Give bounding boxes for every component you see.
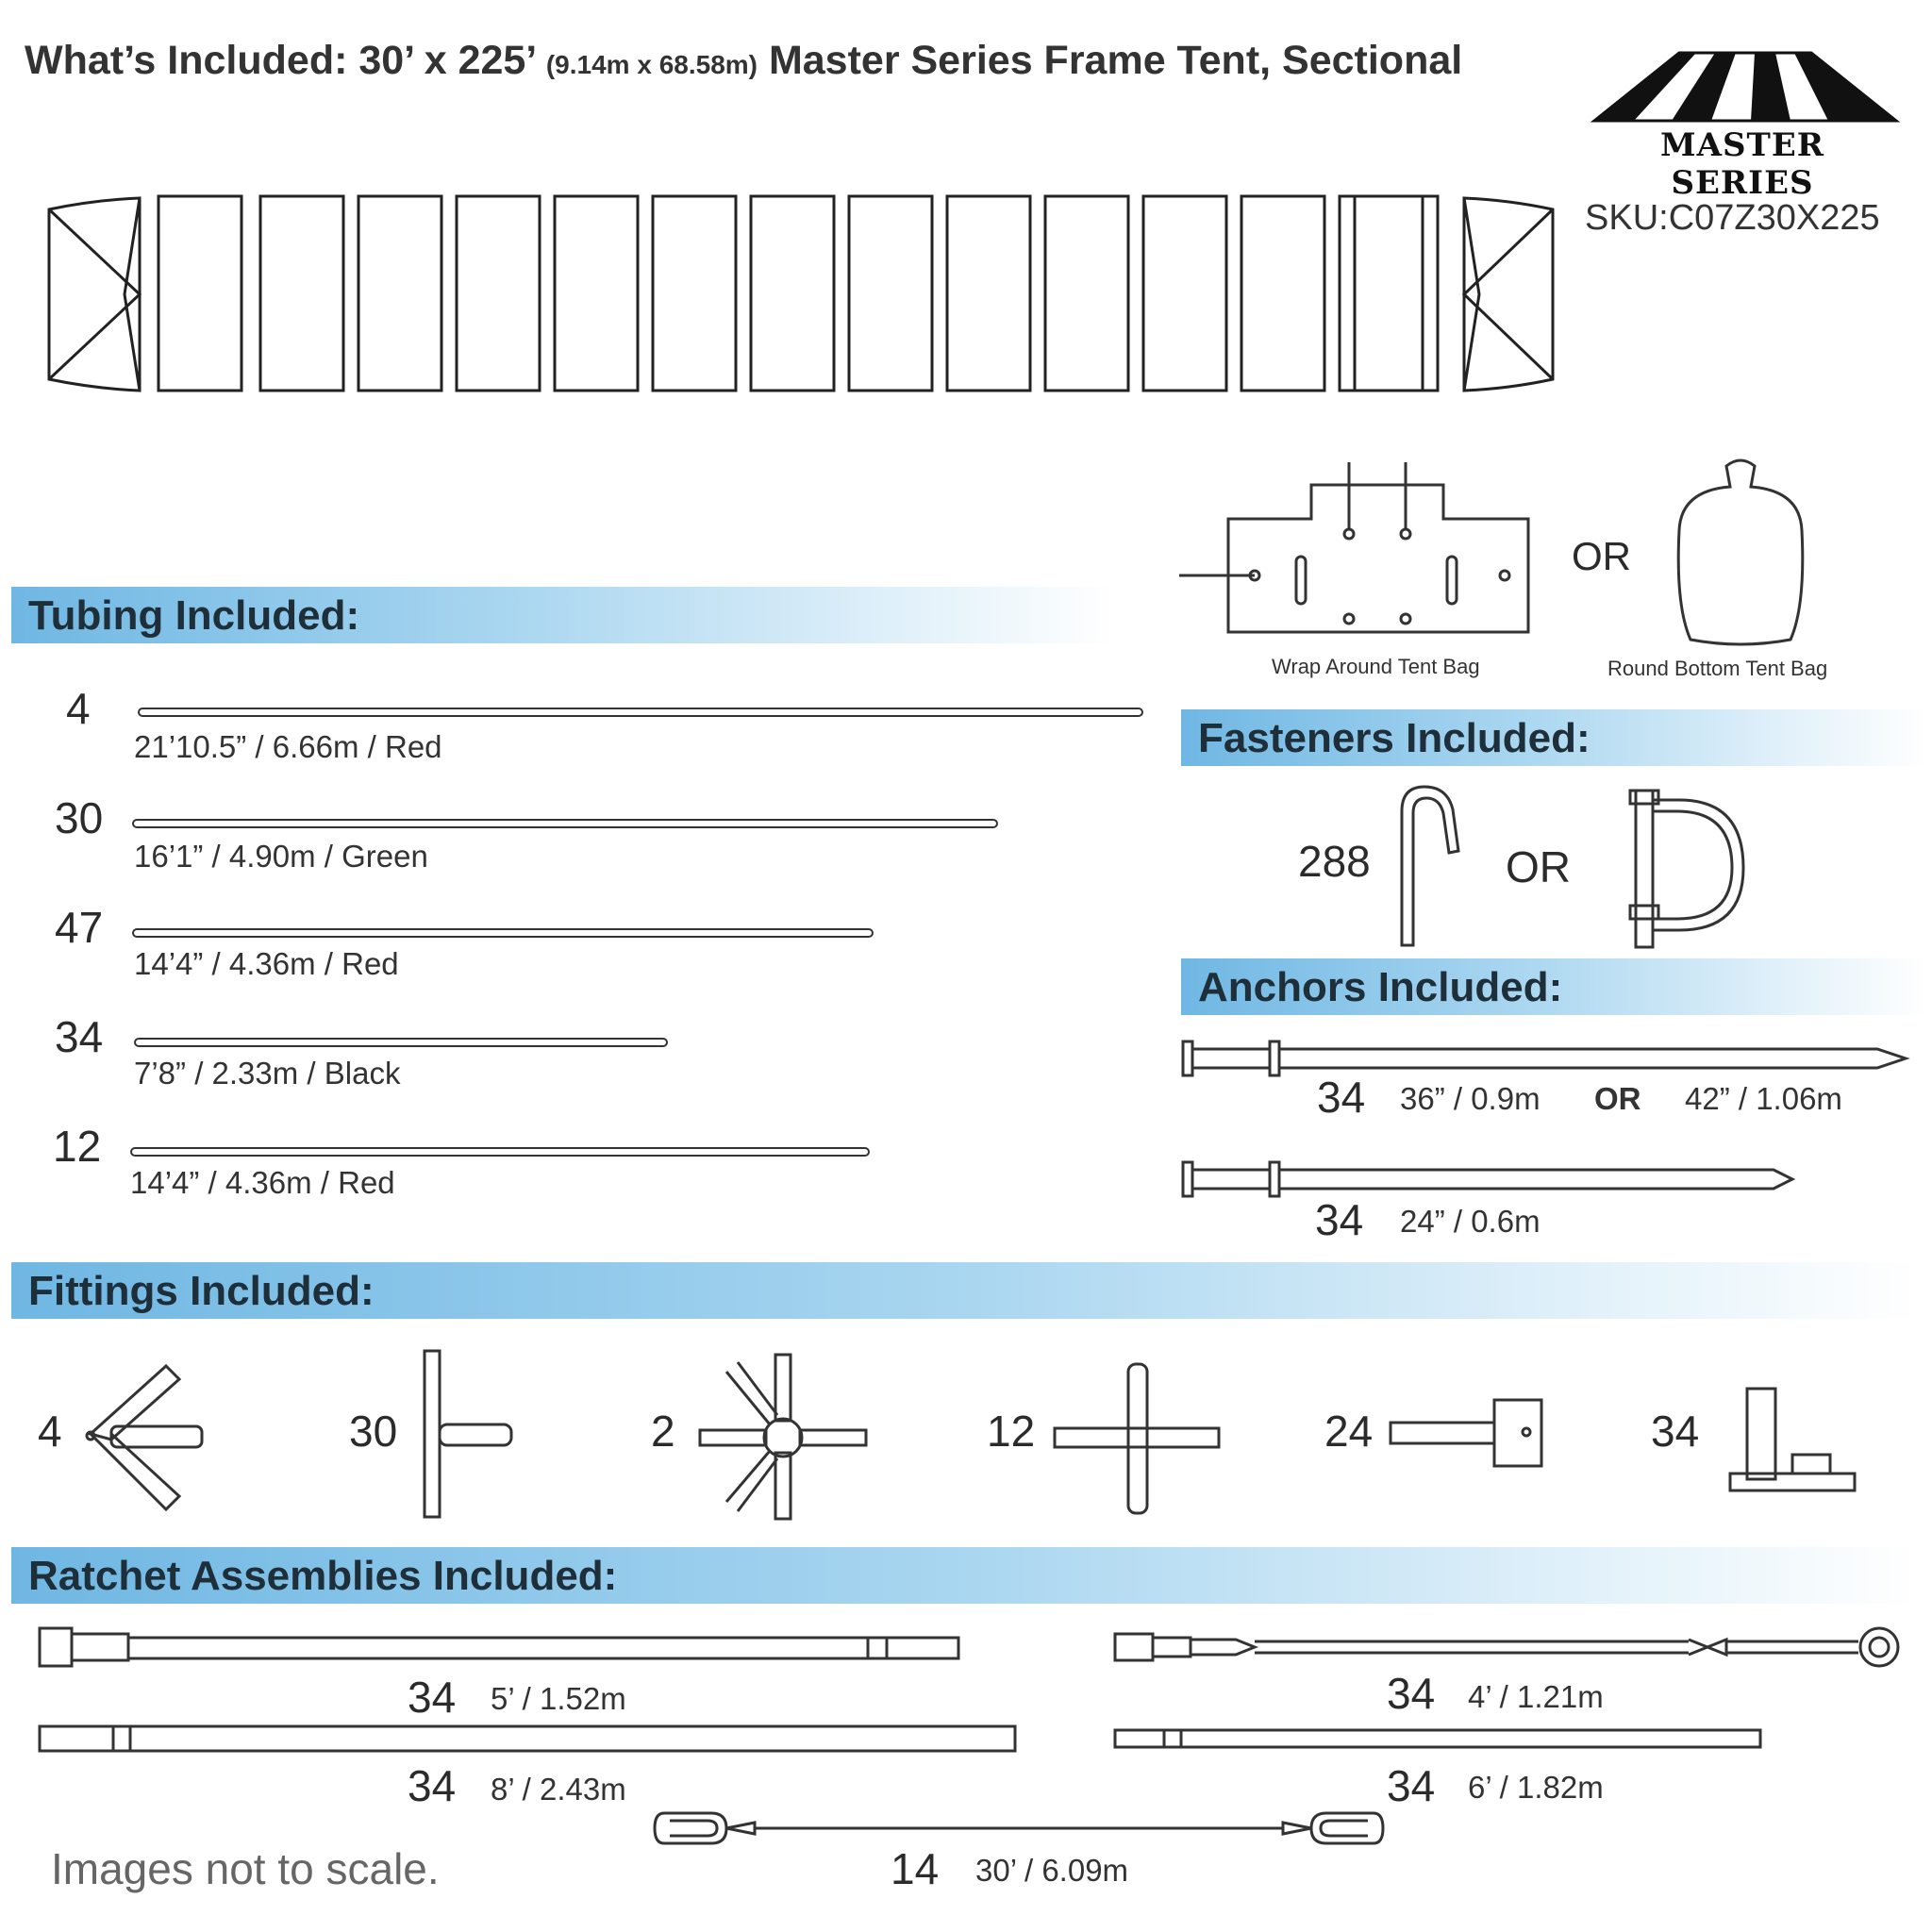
wrap-around-tent-bag <box>1179 462 1538 641</box>
tube-label: 14’4” / 4.36m / Red <box>130 1165 395 1200</box>
cross-fitting-icon <box>1053 1362 1221 1515</box>
ratchets-heading-band <box>11 1547 1917 1604</box>
ratchet-label: 5’ / 1.52m <box>491 1681 626 1716</box>
fasteners-heading: Fasteners Included: <box>1198 715 1591 761</box>
anchor-or-label: OR <box>1594 1081 1641 1116</box>
ratchet-strap-4ft-icon <box>1113 1626 1906 1668</box>
ratchet-qty: 34 <box>1387 1669 1436 1718</box>
tube-label: 16’1” / 4.90m / Green <box>134 839 428 874</box>
ratchet-label: 30’ / 6.09m <box>975 1853 1129 1888</box>
tube <box>138 708 1143 717</box>
tube <box>132 819 998 828</box>
bag-or-label: OR <box>1572 534 1631 578</box>
tube-qty: 4 <box>66 684 91 733</box>
ratchet-qty: 34 <box>408 1673 457 1722</box>
fitting-qty: 2 <box>651 1407 675 1456</box>
tube <box>130 1147 870 1157</box>
page-title: What’s Included: 30’ x 225’ (9.14m x 68.58m) Master Series Frame Tent, Sectional <box>25 38 1463 83</box>
tube <box>132 928 874 938</box>
anchor-short-size: 24” / 0.6m <box>1400 1204 1541 1239</box>
sku-label: SKU:C07Z30X225 <box>1585 198 1880 238</box>
ratchets-heading: Ratchet Assemblies Included: <box>28 1553 618 1599</box>
anchors-heading: Anchors Included: <box>1198 964 1563 1010</box>
ratchet-label: 8’ / 2.43m <box>491 1772 626 1807</box>
tubing-heading: Tubing Included: <box>28 592 360 639</box>
anchor-short-qty: 34 <box>1315 1195 1364 1244</box>
tube-qty: 12 <box>53 1122 102 1171</box>
fittings-heading-band <box>11 1262 1917 1319</box>
ratchet-label: 6’ / 1.82m <box>1468 1770 1604 1805</box>
scale-disclaimer: Images not to scale. <box>51 1844 440 1893</box>
strap-6ft-icon <box>1113 1728 1764 1749</box>
tent-sections-diagram <box>0 179 1585 406</box>
angle-fitting-icon <box>81 1360 204 1517</box>
anchors-heading-band <box>1181 958 1926 1015</box>
tube-label: 14’4” / 4.36m / Red <box>134 946 399 981</box>
base-plate-fitting-icon <box>1389 1398 1549 1466</box>
fittings-heading: Fittings Included: <box>28 1268 375 1314</box>
round-bag-label: Round Bottom Tent Bag <box>1607 657 1828 680</box>
foot-plate-fitting-icon <box>1726 1387 1858 1496</box>
tube-label: 21’10.5” / 6.66m / Red <box>134 729 442 764</box>
tube-label: 7’8” / 2.33m / Black <box>134 1056 401 1091</box>
tent-section <box>158 196 1438 391</box>
anchor-long-size-a: 36” / 0.9m <box>1400 1081 1541 1116</box>
tubing-heading-band <box>11 587 1115 643</box>
brand-name: MASTER SERIES <box>1659 126 1825 202</box>
fastener-qty: 288 <box>1298 837 1371 886</box>
tube-qty: 30 <box>55 793 104 842</box>
cable-30ft-icon <box>651 1804 1387 1849</box>
fitting-qty: 4 <box>38 1407 62 1456</box>
stake-pin-icon <box>1396 783 1472 949</box>
fastener-or-label: OR <box>1506 842 1571 891</box>
strap-8ft-icon <box>38 1724 1019 1753</box>
fitting-qty: 30 <box>349 1407 398 1456</box>
anchor-long-icon <box>1179 1040 1915 1077</box>
round-bottom-tent-bag <box>1670 455 1811 653</box>
ratchet-strap-5ft-icon <box>38 1626 962 1668</box>
fitting-qty: 24 <box>1324 1407 1374 1456</box>
six-way-fitting-icon <box>698 1353 868 1521</box>
fitting-qty: 12 <box>987 1407 1036 1456</box>
ratchet-qty: 14 <box>891 1844 940 1893</box>
anchor-long-qty: 34 <box>1317 1073 1366 1122</box>
tube-qty: 47 <box>55 903 104 952</box>
wrap-bag-label: Wrap Around Tent Bag <box>1272 655 1480 678</box>
safety-pin-icon <box>1623 785 1755 951</box>
ratchet-qty: 34 <box>1387 1761 1436 1810</box>
ratchet-qty: 34 <box>408 1761 457 1810</box>
anchor-short-icon <box>1179 1160 1802 1198</box>
fasteners-heading-band <box>1181 709 1926 766</box>
tube <box>134 1038 668 1047</box>
tee-fitting-icon <box>421 1349 515 1519</box>
anchor-long-size-b: 42” / 1.06m <box>1685 1081 1842 1116</box>
ratchet-label: 4’ / 1.21m <box>1468 1679 1604 1714</box>
tent-end-right <box>1464 198 1553 391</box>
tube-qty: 34 <box>55 1012 104 1061</box>
fitting-qty: 34 <box>1651 1407 1700 1456</box>
tent-end-left <box>49 198 140 391</box>
